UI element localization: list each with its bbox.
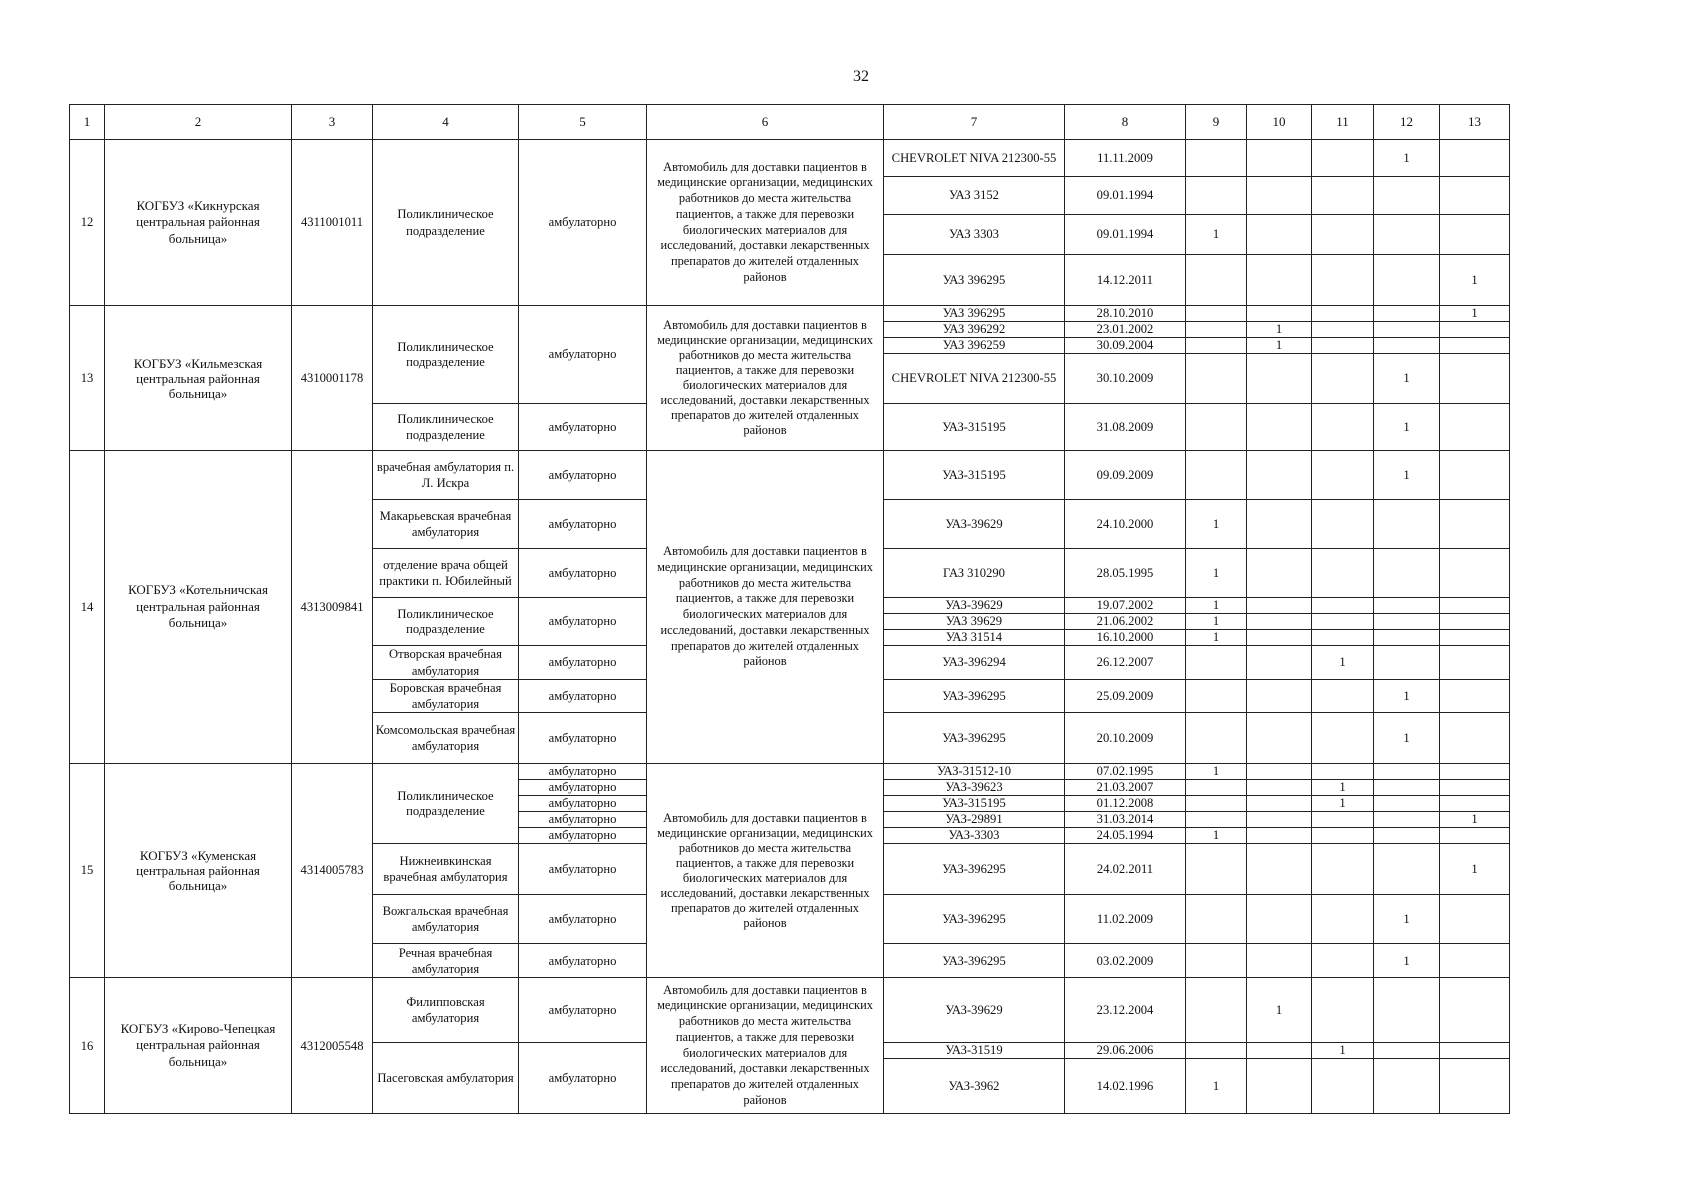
vehicle-date: 11.02.2009 [1065, 895, 1186, 944]
subdivision-name: Комсомольская врачебная амбулатория [373, 713, 519, 764]
count-col-9 [1186, 713, 1247, 764]
care-mode: амбулаторно [519, 713, 647, 764]
count-col-9: 1 [1186, 215, 1247, 255]
count-col-10 [1247, 630, 1312, 646]
inn: 4313009841 [292, 451, 373, 764]
vehicle-model: УАЗ-396295 [884, 844, 1065, 895]
inn: 4314005783 [292, 764, 373, 978]
count-col-11 [1312, 844, 1374, 895]
vehicle-model: УАЗ-315195 [884, 404, 1065, 451]
count-col-9 [1186, 796, 1247, 812]
count-col-11 [1312, 713, 1374, 764]
organization-name: КОГБУЗ «Куменская центральная районная больница» [105, 764, 292, 978]
column-number: 12 [1374, 105, 1440, 140]
vehicle-model: УАЗ 396295 [884, 255, 1065, 306]
inn: 4310001178 [292, 306, 373, 451]
vehicle-model: CHEVROLET NIVA 212300-55 [884, 140, 1065, 177]
count-col-10 [1247, 944, 1312, 978]
vehicle-model: УАЗ-39629 [884, 500, 1065, 549]
count-col-12 [1374, 255, 1440, 306]
count-col-11 [1312, 500, 1374, 549]
count-col-10 [1247, 844, 1312, 895]
care-mode: амбулаторно [519, 828, 647, 844]
count-col-10 [1247, 598, 1312, 614]
count-col-10 [1247, 764, 1312, 780]
vehicle-date: 28.05.1995 [1065, 549, 1186, 598]
count-col-10 [1247, 451, 1312, 500]
vehicle-date: 03.02.2009 [1065, 944, 1186, 978]
organization-name: КОГБУЗ «Кильмезская центральная районная больница» [105, 306, 292, 451]
count-col-10 [1247, 255, 1312, 306]
vehicle-model: УАЗ-315195 [884, 796, 1065, 812]
count-col-13 [1440, 895, 1510, 944]
count-col-12 [1374, 796, 1440, 812]
count-col-13 [1440, 500, 1510, 549]
vehicle-model: УАЗ-396295 [884, 944, 1065, 978]
vehicle-purpose: Автомобиль для доставки пациентов в медицинские организации, медицинских работников до места жительства пациентов, а также для перевозки биологических материалов для исследований, доставки лекарственных препаратов до жителей отдаленных районов [647, 451, 884, 764]
subdivision-name: Поликлиническое подразделение [373, 306, 519, 404]
vehicle-model: УАЗ 3303 [884, 215, 1065, 255]
subdivision-name: Макарьевская врачебная амбулатория [373, 500, 519, 549]
table-row [70, 306, 1510, 322]
count-col-11 [1312, 614, 1374, 630]
count-col-11 [1312, 215, 1374, 255]
count-col-9 [1186, 338, 1247, 354]
column-number: 11 [1312, 105, 1374, 140]
column-number: 5 [519, 105, 647, 140]
count-col-10 [1247, 500, 1312, 549]
vehicle-date: 24.10.2000 [1065, 500, 1186, 549]
count-col-11 [1312, 1059, 1374, 1114]
vehicle-date: 19.07.2002 [1065, 598, 1186, 614]
vehicle-model: УАЗ-39629 [884, 598, 1065, 614]
count-col-9 [1186, 177, 1247, 215]
vehicle-date: 30.09.2004 [1065, 338, 1186, 354]
vehicle-date: 09.09.2009 [1065, 451, 1186, 500]
subdivision-name: Поликлиническое подразделение [373, 404, 519, 451]
vehicle-model: УАЗ-315195 [884, 451, 1065, 500]
count-col-12 [1374, 177, 1440, 215]
subdivision-name: Нижнеивкинская врачебная амбулатория [373, 844, 519, 895]
row-number: 16 [70, 978, 105, 1114]
subdivision-name: Речная врачебная амбулатория [373, 944, 519, 978]
care-mode: амбулаторно [519, 812, 647, 828]
count-col-9 [1186, 780, 1247, 796]
count-col-13 [1440, 796, 1510, 812]
vehicle-model: УАЗ-3962 [884, 1059, 1065, 1114]
count-col-9 [1186, 844, 1247, 895]
count-col-11 [1312, 322, 1374, 338]
count-col-12: 1 [1374, 680, 1440, 713]
count-col-9: 1 [1186, 764, 1247, 780]
count-col-12 [1374, 598, 1440, 614]
vehicle-date: 28.10.2010 [1065, 306, 1186, 322]
count-col-11 [1312, 338, 1374, 354]
count-col-9: 1 [1186, 828, 1247, 844]
count-col-10 [1247, 1059, 1312, 1114]
count-col-10 [1247, 828, 1312, 844]
count-col-9 [1186, 895, 1247, 944]
count-col-9 [1186, 944, 1247, 978]
care-mode: амбулаторно [519, 680, 647, 713]
count-col-12 [1374, 764, 1440, 780]
vehicle-model: УАЗ 39629 [884, 614, 1065, 630]
count-col-11: 1 [1312, 1043, 1374, 1059]
count-col-9 [1186, 306, 1247, 322]
count-col-10 [1247, 796, 1312, 812]
vehicle-date: 14.02.1996 [1065, 1059, 1186, 1114]
count-col-10 [1247, 713, 1312, 764]
count-col-10 [1247, 215, 1312, 255]
vehicle-date: 07.02.1995 [1065, 764, 1186, 780]
column-number: 8 [1065, 105, 1186, 140]
count-col-12 [1374, 215, 1440, 255]
count-col-12: 1 [1374, 354, 1440, 404]
row-number: 13 [70, 306, 105, 451]
vehicle-date: 23.01.2002 [1065, 322, 1186, 338]
count-col-12 [1374, 978, 1440, 1043]
vehicle-purpose: Автомобиль для доставки пациентов в медицинские организации, медицинских работников до места жительства пациентов, а также для перевозки биологических материалов для исследований, доставки лекарственных препаратов до жителей отдаленных районов [647, 306, 884, 451]
count-col-11: 1 [1312, 780, 1374, 796]
vehicle-model: CHEVROLET NIVA 212300-55 [884, 354, 1065, 404]
care-mode: амбулаторно [519, 451, 647, 500]
count-col-11 [1312, 177, 1374, 215]
count-col-13 [1440, 322, 1510, 338]
count-col-13 [1440, 140, 1510, 177]
vehicle-model: УАЗ-39623 [884, 780, 1065, 796]
count-col-10 [1247, 812, 1312, 828]
count-col-13 [1440, 1059, 1510, 1114]
count-col-11 [1312, 828, 1374, 844]
count-col-13 [1440, 630, 1510, 646]
subdivision-name: отделение врача общей практики п. Юбилейный [373, 549, 519, 598]
vehicle-model: ГАЗ 310290 [884, 549, 1065, 598]
vehicle-date: 09.01.1994 [1065, 177, 1186, 215]
count-col-13: 1 [1440, 255, 1510, 306]
count-col-13 [1440, 177, 1510, 215]
count-col-12 [1374, 828, 1440, 844]
vehicle-date: 25.09.2009 [1065, 680, 1186, 713]
vehicle-date: 31.08.2009 [1065, 404, 1186, 451]
count-col-13 [1440, 780, 1510, 796]
vehicle-model: УАЗ-31519 [884, 1043, 1065, 1059]
count-col-11 [1312, 306, 1374, 322]
count-col-9 [1186, 812, 1247, 828]
row-number: 14 [70, 451, 105, 764]
count-col-13 [1440, 451, 1510, 500]
count-col-12 [1374, 1059, 1440, 1114]
count-col-9 [1186, 451, 1247, 500]
count-col-12 [1374, 844, 1440, 895]
vehicle-date: 20.10.2009 [1065, 713, 1186, 764]
vehicle-date: 16.10.2000 [1065, 630, 1186, 646]
column-number: 2 [105, 105, 292, 140]
vehicle-model: УАЗ 396259 [884, 338, 1065, 354]
subdivision-name: Поликлиническое подразделение [373, 598, 519, 646]
vehicle-model: УАЗ 3152 [884, 177, 1065, 215]
care-mode: амбулаторно [519, 598, 647, 646]
count-col-11 [1312, 764, 1374, 780]
row-number: 12 [70, 140, 105, 306]
care-mode: амбулаторно [519, 646, 647, 680]
vehicle-date: 21.03.2007 [1065, 780, 1186, 796]
row-number: 15 [70, 764, 105, 978]
count-col-13: 1 [1440, 844, 1510, 895]
care-mode: амбулаторно [519, 140, 647, 306]
count-col-12 [1374, 780, 1440, 796]
count-col-12 [1374, 812, 1440, 828]
count-col-9: 1 [1186, 1059, 1247, 1114]
subdivision-name: Поликлиническое подразделение [373, 140, 519, 306]
care-mode: амбулаторно [519, 500, 647, 549]
count-col-10 [1247, 306, 1312, 322]
care-mode: амбулаторно [519, 944, 647, 978]
count-col-9: 1 [1186, 598, 1247, 614]
count-col-9 [1186, 1043, 1247, 1059]
table-row [70, 764, 1510, 780]
count-col-13 [1440, 354, 1510, 404]
care-mode: амбулаторно [519, 549, 647, 598]
count-col-11 [1312, 354, 1374, 404]
count-col-12 [1374, 549, 1440, 598]
care-mode: амбулаторно [519, 1043, 647, 1114]
count-col-13 [1440, 944, 1510, 978]
vehicle-model: УАЗ-31512-10 [884, 764, 1065, 780]
count-col-12 [1374, 500, 1440, 549]
count-col-10 [1247, 140, 1312, 177]
count-col-12: 1 [1374, 895, 1440, 944]
count-col-11: 1 [1312, 796, 1374, 812]
count-col-9 [1186, 354, 1247, 404]
care-mode: амбулаторно [519, 780, 647, 796]
count-col-9 [1186, 140, 1247, 177]
care-mode: амбулаторно [519, 404, 647, 451]
column-number: 7 [884, 105, 1065, 140]
count-col-10: 1 [1247, 322, 1312, 338]
vehicle-date: 30.10.2009 [1065, 354, 1186, 404]
page-number: 32 [853, 68, 869, 85]
subdivision-name: Пасеговская амбулатория [373, 1043, 519, 1114]
vehicle-model: УАЗ-29891 [884, 812, 1065, 828]
count-col-11 [1312, 978, 1374, 1043]
organization-name: КОГБУЗ «Кикнурская центральная районная больница» [105, 140, 292, 306]
count-col-10 [1247, 404, 1312, 451]
count-col-12: 1 [1374, 713, 1440, 764]
count-col-11 [1312, 451, 1374, 500]
count-col-9: 1 [1186, 614, 1247, 630]
subdivision-name: Боровская врачебная амбулатория [373, 680, 519, 713]
subdivision-name: врачебная амбулатория п. Л. Искра [373, 451, 519, 500]
count-col-12: 1 [1374, 404, 1440, 451]
count-col-9: 1 [1186, 500, 1247, 549]
vehicle-date: 24.02.2011 [1065, 844, 1186, 895]
column-number: 10 [1247, 105, 1312, 140]
count-col-11 [1312, 255, 1374, 306]
count-col-9 [1186, 680, 1247, 713]
vehicle-model: УАЗ-396295 [884, 895, 1065, 944]
count-col-10 [1247, 895, 1312, 944]
count-col-11 [1312, 404, 1374, 451]
organization-name: КОГБУЗ «Кирово-Чепецкая центральная районная больница» [105, 978, 292, 1114]
count-col-10: 1 [1247, 338, 1312, 354]
count-col-13 [1440, 978, 1510, 1043]
count-col-12 [1374, 1043, 1440, 1059]
count-col-13 [1440, 646, 1510, 680]
count-col-12: 1 [1374, 140, 1440, 177]
care-mode: амбулаторно [519, 895, 647, 944]
column-number: 13 [1440, 105, 1510, 140]
vehicle-date: 14.12.2011 [1065, 255, 1186, 306]
column-number: 4 [373, 105, 519, 140]
count-col-9 [1186, 322, 1247, 338]
care-mode: амбулаторно [519, 796, 647, 812]
inn: 4312005548 [292, 978, 373, 1114]
table-row [70, 140, 1510, 177]
subdivision-name: Отворская врачебная амбулатория [373, 646, 519, 680]
vehicle-purpose: Автомобиль для доставки пациентов в медицинские организации, медицинских работников до места жительства пациентов, а также для перевозки биологических материалов для исследований, доставки лекарственных препаратов до жителей отдаленных районов [647, 140, 884, 306]
care-mode: амбулаторно [519, 306, 647, 404]
count-col-9 [1186, 646, 1247, 680]
care-mode: амбулаторно [519, 764, 647, 780]
table-row [70, 978, 1510, 1043]
vehicle-date: 24.05.1994 [1065, 828, 1186, 844]
count-col-10 [1247, 1043, 1312, 1059]
vehicle-model: УАЗ-396294 [884, 646, 1065, 680]
count-col-13 [1440, 828, 1510, 844]
vehicle-model: УАЗ 396295 [884, 306, 1065, 322]
count-col-12 [1374, 322, 1440, 338]
count-col-10 [1247, 177, 1312, 215]
vehicle-date: 29.06.2006 [1065, 1043, 1186, 1059]
inn: 4311001011 [292, 140, 373, 306]
count-col-11 [1312, 680, 1374, 713]
subdivision-name: Вожгальская врачебная амбулатория [373, 895, 519, 944]
count-col-11 [1312, 549, 1374, 598]
count-col-12 [1374, 646, 1440, 680]
vehicle-date: 23.12.2004 [1065, 978, 1186, 1043]
count-col-13 [1440, 713, 1510, 764]
care-mode: амбулаторно [519, 978, 647, 1043]
column-number: 9 [1186, 105, 1247, 140]
count-col-11 [1312, 944, 1374, 978]
count-col-12: 1 [1374, 451, 1440, 500]
count-col-9 [1186, 255, 1247, 306]
count-col-13 [1440, 404, 1510, 451]
count-col-10 [1247, 549, 1312, 598]
vehicle-register-table [69, 104, 1510, 1114]
column-number-row [70, 105, 1510, 140]
count-col-9 [1186, 404, 1247, 451]
vehicle-model: УАЗ-396295 [884, 713, 1065, 764]
vehicle-date: 01.12.2008 [1065, 796, 1186, 812]
vehicle-purpose: Автомобиль для доставки пациентов в медицинские организации, медицинских работников до места жительства пациентов, а также для перевозки биологических материалов для исследований, доставки лекарственных препаратов до жителей отдаленных районов [647, 978, 884, 1114]
count-col-13 [1440, 549, 1510, 598]
count-col-13 [1440, 764, 1510, 780]
table-row [70, 451, 1510, 500]
count-col-10: 1 [1247, 978, 1312, 1043]
column-number: 1 [70, 105, 105, 140]
count-col-11 [1312, 812, 1374, 828]
count-col-13: 1 [1440, 306, 1510, 322]
count-col-11 [1312, 598, 1374, 614]
count-col-13 [1440, 598, 1510, 614]
vehicle-date: 11.11.2009 [1065, 140, 1186, 177]
vehicle-model: УАЗ 31514 [884, 630, 1065, 646]
vehicle-date: 09.01.1994 [1065, 215, 1186, 255]
count-col-9 [1186, 978, 1247, 1043]
vehicle-model: УАЗ 396292 [884, 322, 1065, 338]
count-col-12 [1374, 338, 1440, 354]
count-col-13 [1440, 680, 1510, 713]
count-col-12 [1374, 306, 1440, 322]
count-col-12 [1374, 614, 1440, 630]
count-col-11: 1 [1312, 646, 1374, 680]
vehicle-model: УАЗ-396295 [884, 680, 1065, 713]
count-col-9: 1 [1186, 630, 1247, 646]
count-col-13: 1 [1440, 812, 1510, 828]
vehicle-date: 31.03.2014 [1065, 812, 1186, 828]
count-col-11 [1312, 140, 1374, 177]
count-col-10 [1247, 614, 1312, 630]
count-col-9: 1 [1186, 549, 1247, 598]
subdivision-name: Филипповская амбулатория [373, 978, 519, 1043]
column-number: 3 [292, 105, 373, 140]
vehicle-purpose: Автомобиль для доставки пациентов в медицинские организации, медицинских работников до места жительства пациентов, а также для перевозки биологических материалов для исследований, доставки лекарственных препаратов до жителей отдаленных районов [647, 764, 884, 978]
count-col-12: 1 [1374, 944, 1440, 978]
column-number: 6 [647, 105, 884, 140]
subdivision-name: Поликлиническое подразделение [373, 764, 519, 844]
count-col-12 [1374, 630, 1440, 646]
count-col-11 [1312, 895, 1374, 944]
care-mode: амбулаторно [519, 844, 647, 895]
count-col-10 [1247, 780, 1312, 796]
count-col-13 [1440, 614, 1510, 630]
count-col-13 [1440, 215, 1510, 255]
count-col-10 [1247, 680, 1312, 713]
vehicle-model: УАЗ-3303 [884, 828, 1065, 844]
vehicle-date: 21.06.2002 [1065, 614, 1186, 630]
vehicle-model: УАЗ-39629 [884, 978, 1065, 1043]
organization-name: КОГБУЗ «Котельничская центральная районная больница» [105, 451, 292, 764]
count-col-13 [1440, 1043, 1510, 1059]
count-col-11 [1312, 630, 1374, 646]
count-col-13 [1440, 338, 1510, 354]
vehicle-date: 26.12.2007 [1065, 646, 1186, 680]
count-col-10 [1247, 354, 1312, 404]
count-col-10 [1247, 646, 1312, 680]
